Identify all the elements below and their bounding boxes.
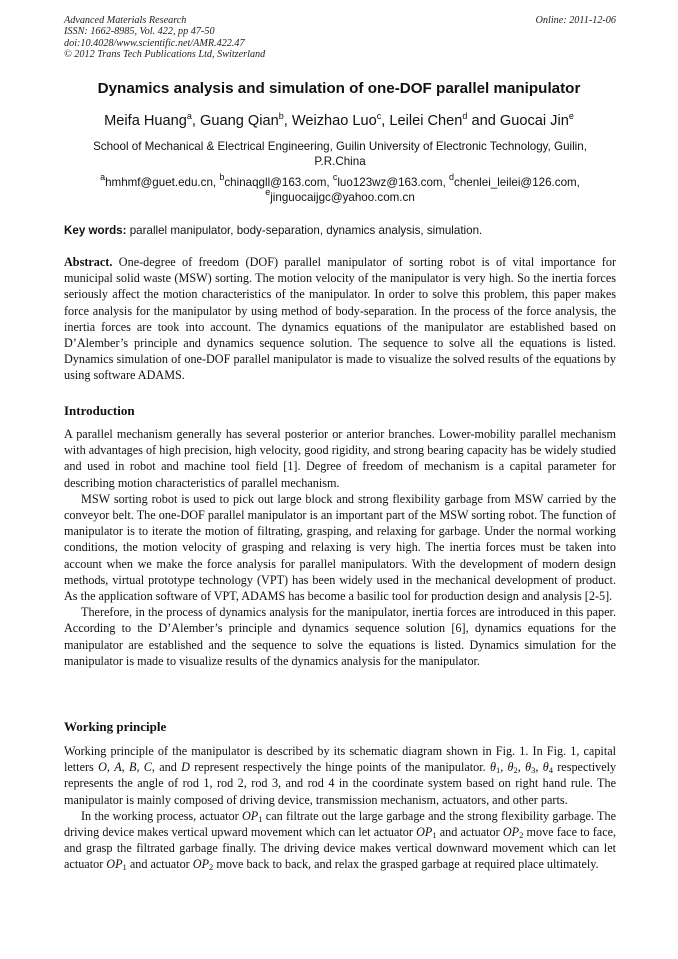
email-link[interactable]: chenlei_leilei@126.com, (454, 176, 580, 189)
author-emails: $^a$hmhmf@guet.edu.cn, $^b$chinaqgll@163.com, $^c$luo123wz@163.com, $^d$chenlei_leilei@126.com, $^e$jinguocaijgc@yahoo.com.cn (100, 172, 580, 204)
paragraph: Therefore, in the process of dynamics analysis for the manipulator, inertia forces are introduced in this paper. According to the D’Alember’s principle and dynamics sequence solution [6], dynamics equations for the manipulator are established and the sequence to solve the equations is listed. Dynamics simulation for the manipulator is made to visualize results of the dynamics analysis for the manipulator. (64, 605, 616, 668)
journal-name: Advanced Materials Research (64, 15, 187, 26)
email-link[interactable]: chinaqgll@163.com, (224, 176, 330, 189)
abstract (64, 254, 616, 384)
paragraph: Working principle of the manipulator is described by its schematic diagram shown in Fig. 1. In Fig. 1, capital letters O, A, B, C, and D represent respectively the hinge points of the manipulator. $\theta_1$, $\theta_2$, $\theta_3$, $\theta_4$ respectively represents the angle of rod 1, rod 2, rod 3, and rod 4 in the coordinate system based on right hand rule. The manipulator is mainly composed of driving device, transmission mechanism, actuators, and other parts. (64, 744, 617, 807)
abstract-label: Abstract. (64, 255, 113, 269)
keywords-text: parallel manipulator, body-separation, dynamics analysis, simulation. (129, 224, 483, 237)
paper-title: Dynamics analysis and simulation of one-DOF parallel manipulator (97, 80, 581, 97)
doi: doi:10.4028/www.scientific.net/AMR.422.47 (64, 37, 245, 49)
abstract-text: One-degree of freedom (DOF) parallel manipulator of sorting robot is of vital importance for municipal solid waste (MSW) sorting. The motion velocity of the manipulator is very high. So the inertia forces seriously affect the motion characteristics of the manipulator. In order to solve this problem, this paper makes force analysis for the manipulator by using method of body-separation. In the process of the force analysis, the inertia forces are took into account. The dynamics equations of the manipulator are established based on D’Alember’s principle and dynamics sequence solution. The sequence to solve all the equations is listed. Dynamics simulation of one-DOF parallel manipulator is made to visualize the solved results of the equations by using software ADAMS. (64, 255, 616, 383)
journal-header (64, 15, 616, 61)
author: Guang Qian (200, 113, 279, 129)
email-link[interactable]: hmhmf@guet.edu.cn, (105, 176, 217, 189)
introduction-body (64, 426, 616, 669)
author: Weizhao Luo (291, 113, 377, 129)
keywords (64, 224, 616, 237)
email-link[interactable]: jinguocaijgc@yahoo.com.cn (270, 191, 415, 204)
issn: ISSN: 1662-8985, Vol. 422, pp 47-50 (64, 26, 215, 38)
author: Guocai Jin (499, 113, 569, 129)
keywords-label: Key words: (64, 224, 127, 237)
section-heading-introduction: Introduction (64, 403, 135, 418)
paragraph: MSW sorting robot is used to pick out large block and strong flexibility garbage from MSW carried by the conveyor belt. The one-DOF parallel manipulator is an important part of the MSW sorting robot. The function of manipulator is to iterate the motion of filtrating, grasping, and relaxing for garbage. Under the normal working conditions, the motion velocity of grasping and relaxing is very high. The inertia forces must be taken into account when we make the force analysis for parallel manipulators. With the development of modern design methods, virtual prototype technology (VPT) has been widely used in the mechanical development of product. As the application software of VPT, ADAMS has become a basilic tool for production design and analysis [2-5]. (64, 491, 616, 604)
paragraph: A parallel mechanism generally has several posterior or anterior branches. Lower-mobility parallel mechanism with advantages of high precision, high velocity, good rigidity, and strong bearing capacity has be widely studied and used in robot and machine tool field [1]. Degree of freedom of mechanism is a capital parameter for describing motion characteristics of parallel mechanism. (64, 427, 616, 490)
email-link[interactable]: luo123wz@163.com, (337, 176, 446, 189)
author: Meifa Huang (104, 113, 187, 129)
online-date: Online: 2011-12-06 (535, 15, 616, 26)
author: Leilei Chen (389, 113, 463, 129)
affiliation: School of Mechanical & Electrical Engineering, Guilin University of Electronic Technology, Guilin, P.R.China (93, 140, 587, 168)
working-principle-body (64, 743, 616, 873)
author-list: Meifa Huang$^a$, Guang Qian$^b$, Weizhao Luo$^c$, Leilei Chen$^d$ and Guocai Jin$^e$ (104, 111, 574, 129)
paragraph: In the working process, actuator $OP_1$ can filtrate out the large garbage and the strong flexibility garbage. The driving device makes vertical upward movement which can let actuator $OP_1$ and actuator $OP_2$ move face to face, and grasp the filtrated garbage finally. The driving device makes vertical downward movement which can let actuator $OP_1$ and actuator $OP_2$ move back to back, and relax the grasped garbage at required place ultimately. (64, 808, 617, 873)
section-heading-working-principle: Working principle (64, 719, 167, 734)
copyright: © 2012 Trans Tech Publications Ltd, Switzerland (64, 49, 266, 61)
